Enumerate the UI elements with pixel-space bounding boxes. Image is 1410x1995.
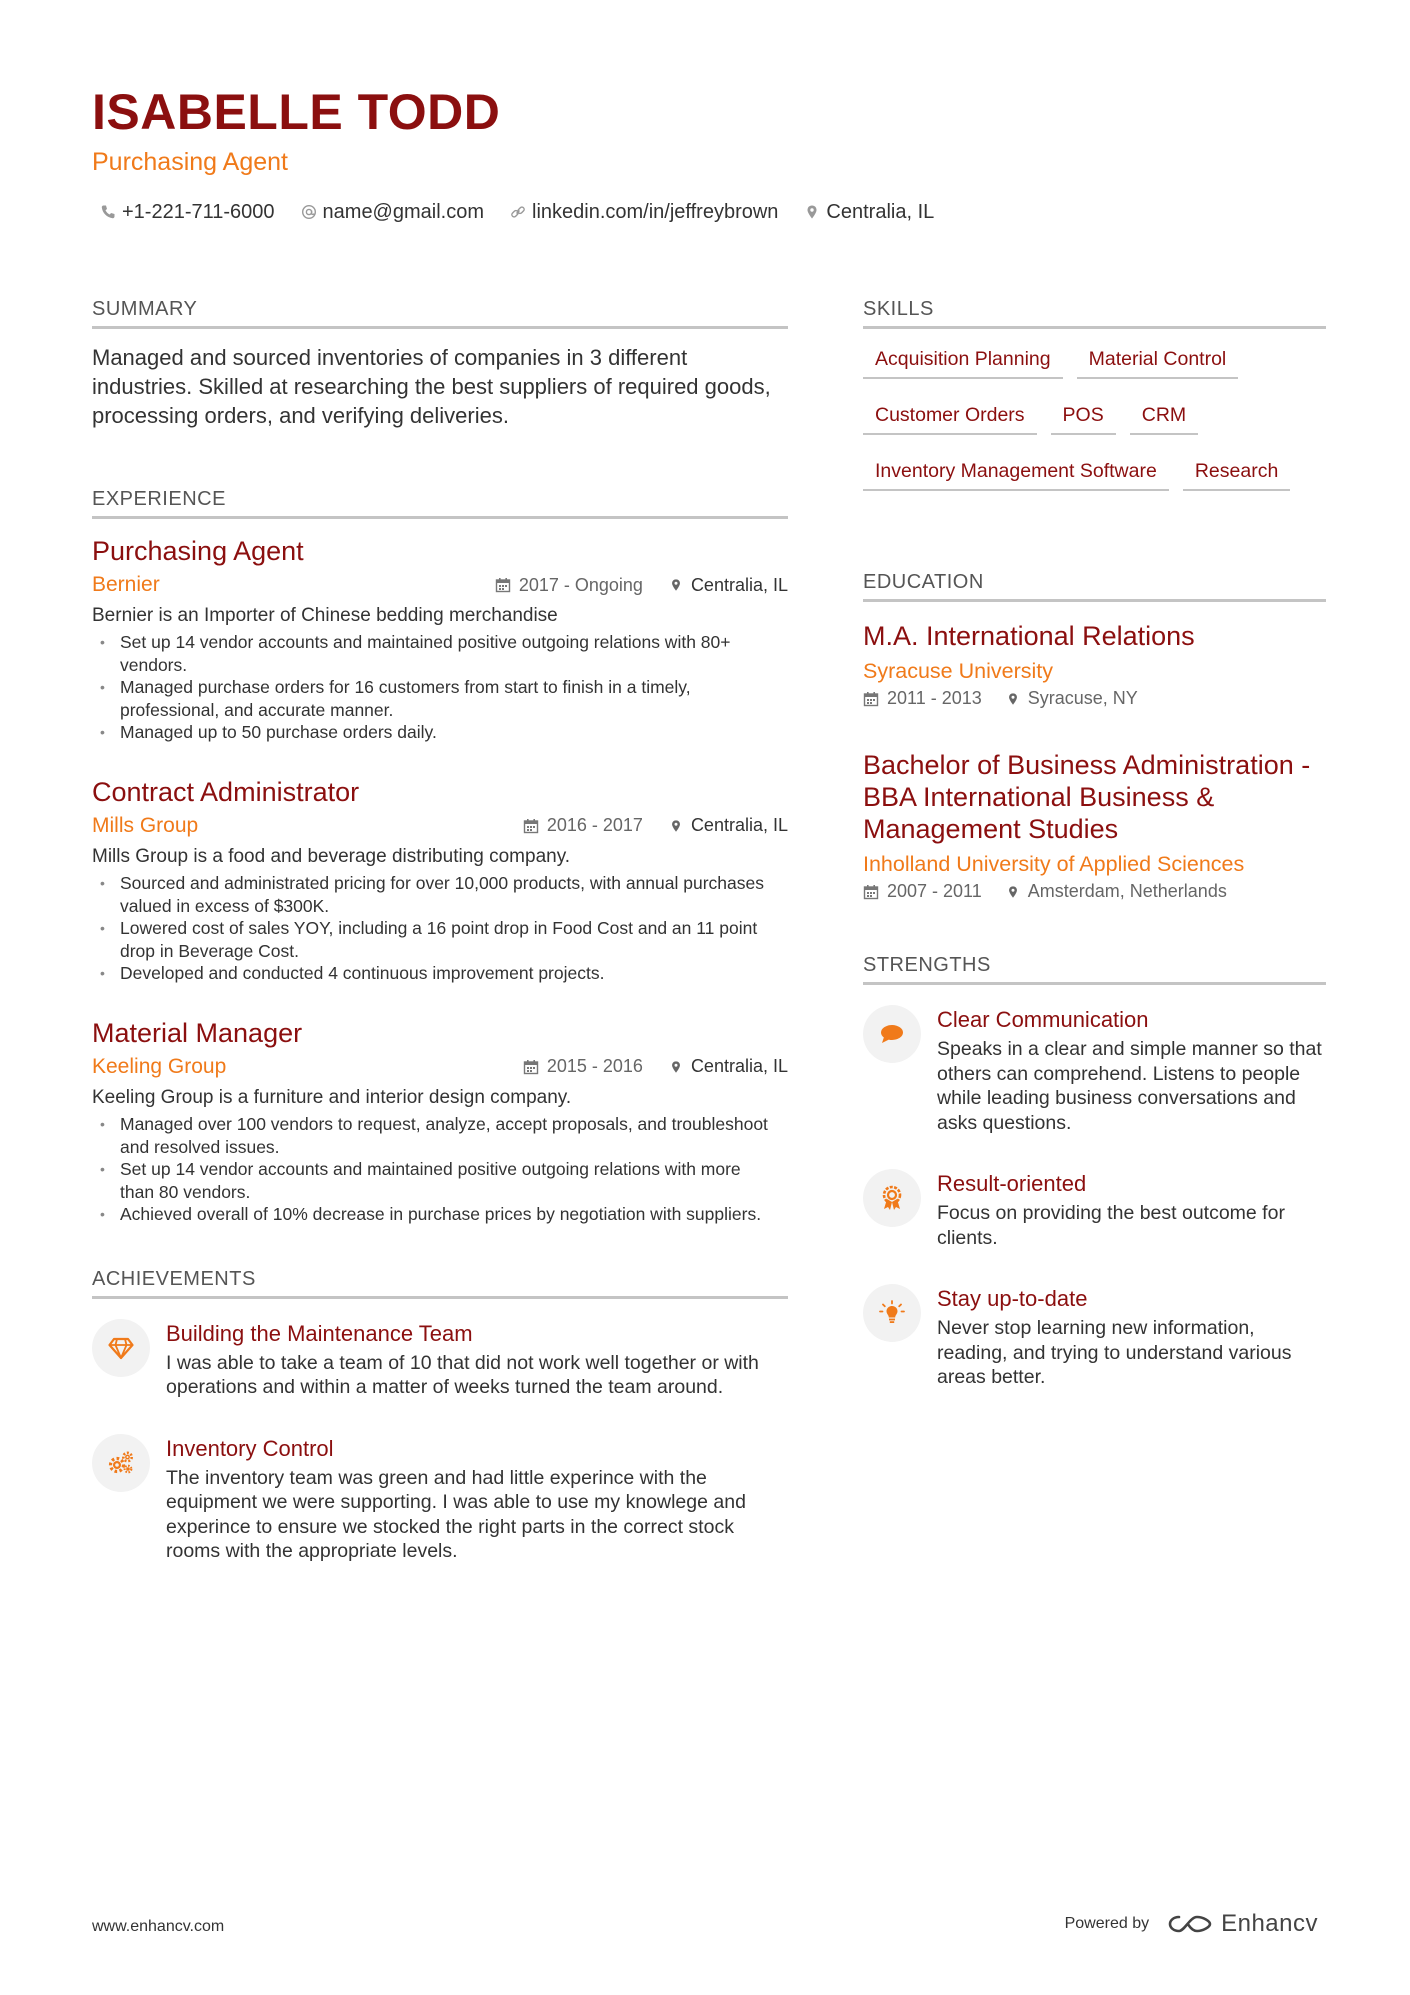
job-meta (92, 571, 788, 599)
skill-tag: Acquisition Planning (863, 343, 1063, 379)
contact-phone-text: +1-221-711-6000 (122, 201, 275, 223)
calendar-icon (523, 1059, 539, 1075)
contact-email-text: name@gmail.com (322, 201, 484, 223)
achievement-item (92, 1319, 788, 1400)
contact-linkedin[interactable] (510, 198, 778, 226)
footer-website[interactable]: www.enhancv.com (92, 1918, 225, 1935)
strength-text: Never stop learning new information, reading, and trying to understand various areas better. (937, 1317, 1292, 1388)
job-bullets (92, 872, 788, 985)
right-column (863, 296, 1326, 1424)
location-pin-icon (669, 818, 683, 834)
summary-heading: SUMMARY (92, 296, 788, 329)
job-title: Material Manager (92, 1017, 303, 1048)
strength-text: Focus on providing the best outcome for clients. (937, 1202, 1285, 1249)
job-location (669, 815, 788, 836)
job-bullets (92, 631, 788, 744)
strength-item (863, 1169, 1326, 1250)
job-bullet: • Sourced and administrated pricing for over 10,000 products, with annual purchases valued in excess of $300K. (92, 872, 788, 917)
strengths-heading: STRENGTHS (863, 952, 1326, 985)
education-location (1006, 688, 1138, 709)
job-company: Keeling Group (92, 1054, 227, 1078)
job-location-text: Centralia, IL (690, 574, 788, 595)
skill-tag: Research (1183, 455, 1290, 491)
education-location-text: Amsterdam, Netherlands (1027, 881, 1227, 901)
job-title: Contract Administrator (92, 776, 360, 807)
contact-location-text: Centralia, IL (826, 201, 935, 223)
achievement-text: I was able to take a team of 10 that did not work well together or with operations and within a matter of weeks turned the team around. (166, 1351, 759, 1399)
experience-heading: EXPERIENCE (92, 486, 788, 519)
education-heading: EDUCATION (863, 569, 1326, 602)
powered-by-label: Powered by (1064, 1915, 1150, 1932)
education-degree: M.A. International Relations (863, 621, 1195, 651)
job-dates (523, 1056, 643, 1077)
job-company: Mills Group (92, 813, 199, 837)
strength-title: Clear Communication (937, 1007, 1149, 1032)
skill-tag: Material Control (1077, 343, 1239, 379)
skill-tag: Inventory Management Software (863, 455, 1169, 491)
location-pin-icon (669, 1059, 683, 1075)
education-dates (863, 881, 982, 902)
summary-text: Managed and sourced inventories of companies in 3 different industries. Skilled at researching the best suppliers of required goods, processing orders, and verifying deliveries. (92, 345, 771, 428)
job-bullet: • Managed up to 50 purchase orders daily. (92, 721, 788, 744)
skills-section (863, 296, 1326, 491)
skill-tag: CRM (1130, 399, 1198, 435)
calendar-icon (523, 818, 539, 834)
job-location-text: Centralia, IL (690, 1056, 788, 1077)
job-location (669, 1056, 788, 1077)
phone-icon (100, 204, 116, 220)
job-bullet: • Managed purchase orders for 16 customers from start to finish in a timely, professional, and accurate manner. (92, 676, 788, 721)
gears-icon (92, 1434, 150, 1492)
contact-email[interactable] (301, 198, 484, 226)
job-bullet: • Managed over 100 vendors to request, analyze, accept proposals, and troubleshoot and resolved issues. (92, 1113, 788, 1158)
award-ribbon-icon (863, 1169, 921, 1227)
achievements-heading: ACHIEVEMENTS (92, 1266, 788, 1299)
job-description: Keeling Group is a furniture and interior design company. (92, 1086, 572, 1108)
strength-title: Stay up-to-date (937, 1286, 1088, 1311)
contact-bar (100, 198, 934, 226)
diamond-icon (92, 1319, 150, 1377)
job-description: Mills Group is a food and beverage distributing company. (92, 845, 571, 867)
achievement-title: Building the Maintenance Team (166, 1320, 473, 1346)
job-dates (523, 815, 643, 836)
education-dates (863, 688, 982, 709)
achievement-title: Inventory Control (166, 1435, 334, 1461)
job-meta (92, 812, 788, 840)
contact-location (804, 198, 934, 226)
education-school: Syracuse University (863, 659, 1053, 683)
strengths-section (863, 952, 1326, 1390)
location-pin-icon (804, 204, 820, 220)
job-entry (92, 533, 788, 744)
strength-item (863, 1005, 1326, 1135)
calendar-icon (863, 691, 879, 707)
candidate-name: ISABELLE TODD (92, 84, 501, 140)
contact-linkedin-text: linkedin.com/in/jeffreybrown (532, 201, 779, 223)
education-location-text: Syracuse, NY (1027, 688, 1138, 708)
education-section (863, 569, 1326, 902)
job-company: Bernier (92, 573, 160, 596)
job-dates (495, 575, 643, 596)
contact-phone[interactable] (100, 198, 275, 226)
lightbulb-icon (863, 1284, 921, 1342)
skills-list (863, 343, 1326, 491)
strength-text: Speaks in a clear and simple manner so that others can comprehend. Listens to people while leading business conversations and asks questions. (937, 1038, 1322, 1134)
job-title: Purchasing Agent (92, 536, 304, 566)
job-bullet: • Set up 14 vendor accounts and maintained positive outgoing relations with more than 80 vendors. (92, 1158, 788, 1203)
job-bullet: • Set up 14 vendor accounts and maintained positive outgoing relations with 80+ vendors. (92, 631, 788, 676)
education-dates-text: 2007 - 2011 (887, 881, 982, 901)
education-entry (863, 620, 1326, 709)
footer-branding (1065, 1910, 1318, 1938)
at-sign-icon (301, 204, 317, 220)
job-dates-text: 2015 - 2016 (546, 1056, 643, 1077)
calendar-icon (495, 577, 511, 593)
job-description: Bernier is an Importer of Chinese bedding merchandise (92, 605, 558, 626)
job-dates-text: 2017 - Ongoing (518, 574, 643, 595)
education-dates-text: 2011 - 2013 (887, 688, 982, 708)
summary-section (92, 296, 788, 430)
left-column (92, 296, 788, 1598)
link-icon (510, 204, 526, 220)
education-meta (863, 881, 1326, 902)
job-meta (92, 1053, 788, 1081)
candidate-role: Purchasing Agent (92, 148, 288, 176)
education-meta (863, 688, 1326, 709)
enhancv-logo[interactable] (1167, 1910, 1318, 1938)
job-bullet: • Achieved overall of 10% decrease in purchase prices by negotiation with suppliers. (92, 1203, 788, 1226)
location-pin-icon (669, 577, 683, 593)
speech-bubble-icon (863, 1005, 921, 1063)
achievement-text: The inventory team was green and had little experince with the equipment we were supporting. I was able to use my knowlege and experince to ensure we stocked the right parts in the correct stock rooms with the appropriate levels. (166, 1466, 746, 1563)
education-entry (863, 749, 1326, 902)
brand-name: Enhancv (1221, 1910, 1318, 1937)
skills-heading: SKILLS (863, 296, 1326, 329)
calendar-icon (863, 884, 879, 900)
job-bullets (92, 1113, 788, 1226)
job-bullet: • Developed and conducted 4 continuous improvement projects. (92, 962, 788, 985)
achievement-item (92, 1434, 788, 1564)
infinity-logo-icon (1167, 1913, 1213, 1935)
job-location (669, 575, 788, 596)
job-dates-text: 2016 - 2017 (546, 815, 643, 836)
strength-item (863, 1284, 1326, 1390)
location-pin-icon (1006, 691, 1020, 707)
location-pin-icon (1006, 884, 1020, 900)
job-location-text: Centralia, IL (690, 815, 788, 836)
experience-section (92, 486, 788, 1226)
skill-tag: POS (1051, 399, 1116, 435)
education-school: Inholland University of Applied Sciences (863, 852, 1245, 876)
education-location (1006, 881, 1227, 902)
job-bullet: • Lowered cost of sales YOY, including a 16 point drop in Food Cost and an 11 point drop in Beverage Cost. (92, 917, 788, 962)
achievements-section (92, 1266, 788, 1564)
job-entry (92, 774, 788, 985)
job-entry (92, 1015, 788, 1226)
strength-title: Result-oriented (937, 1171, 1087, 1196)
skill-tag: Customer Orders (863, 399, 1037, 435)
education-degree: Bachelor of Business Administration - BBA International Business & Management Studies (863, 750, 1311, 844)
